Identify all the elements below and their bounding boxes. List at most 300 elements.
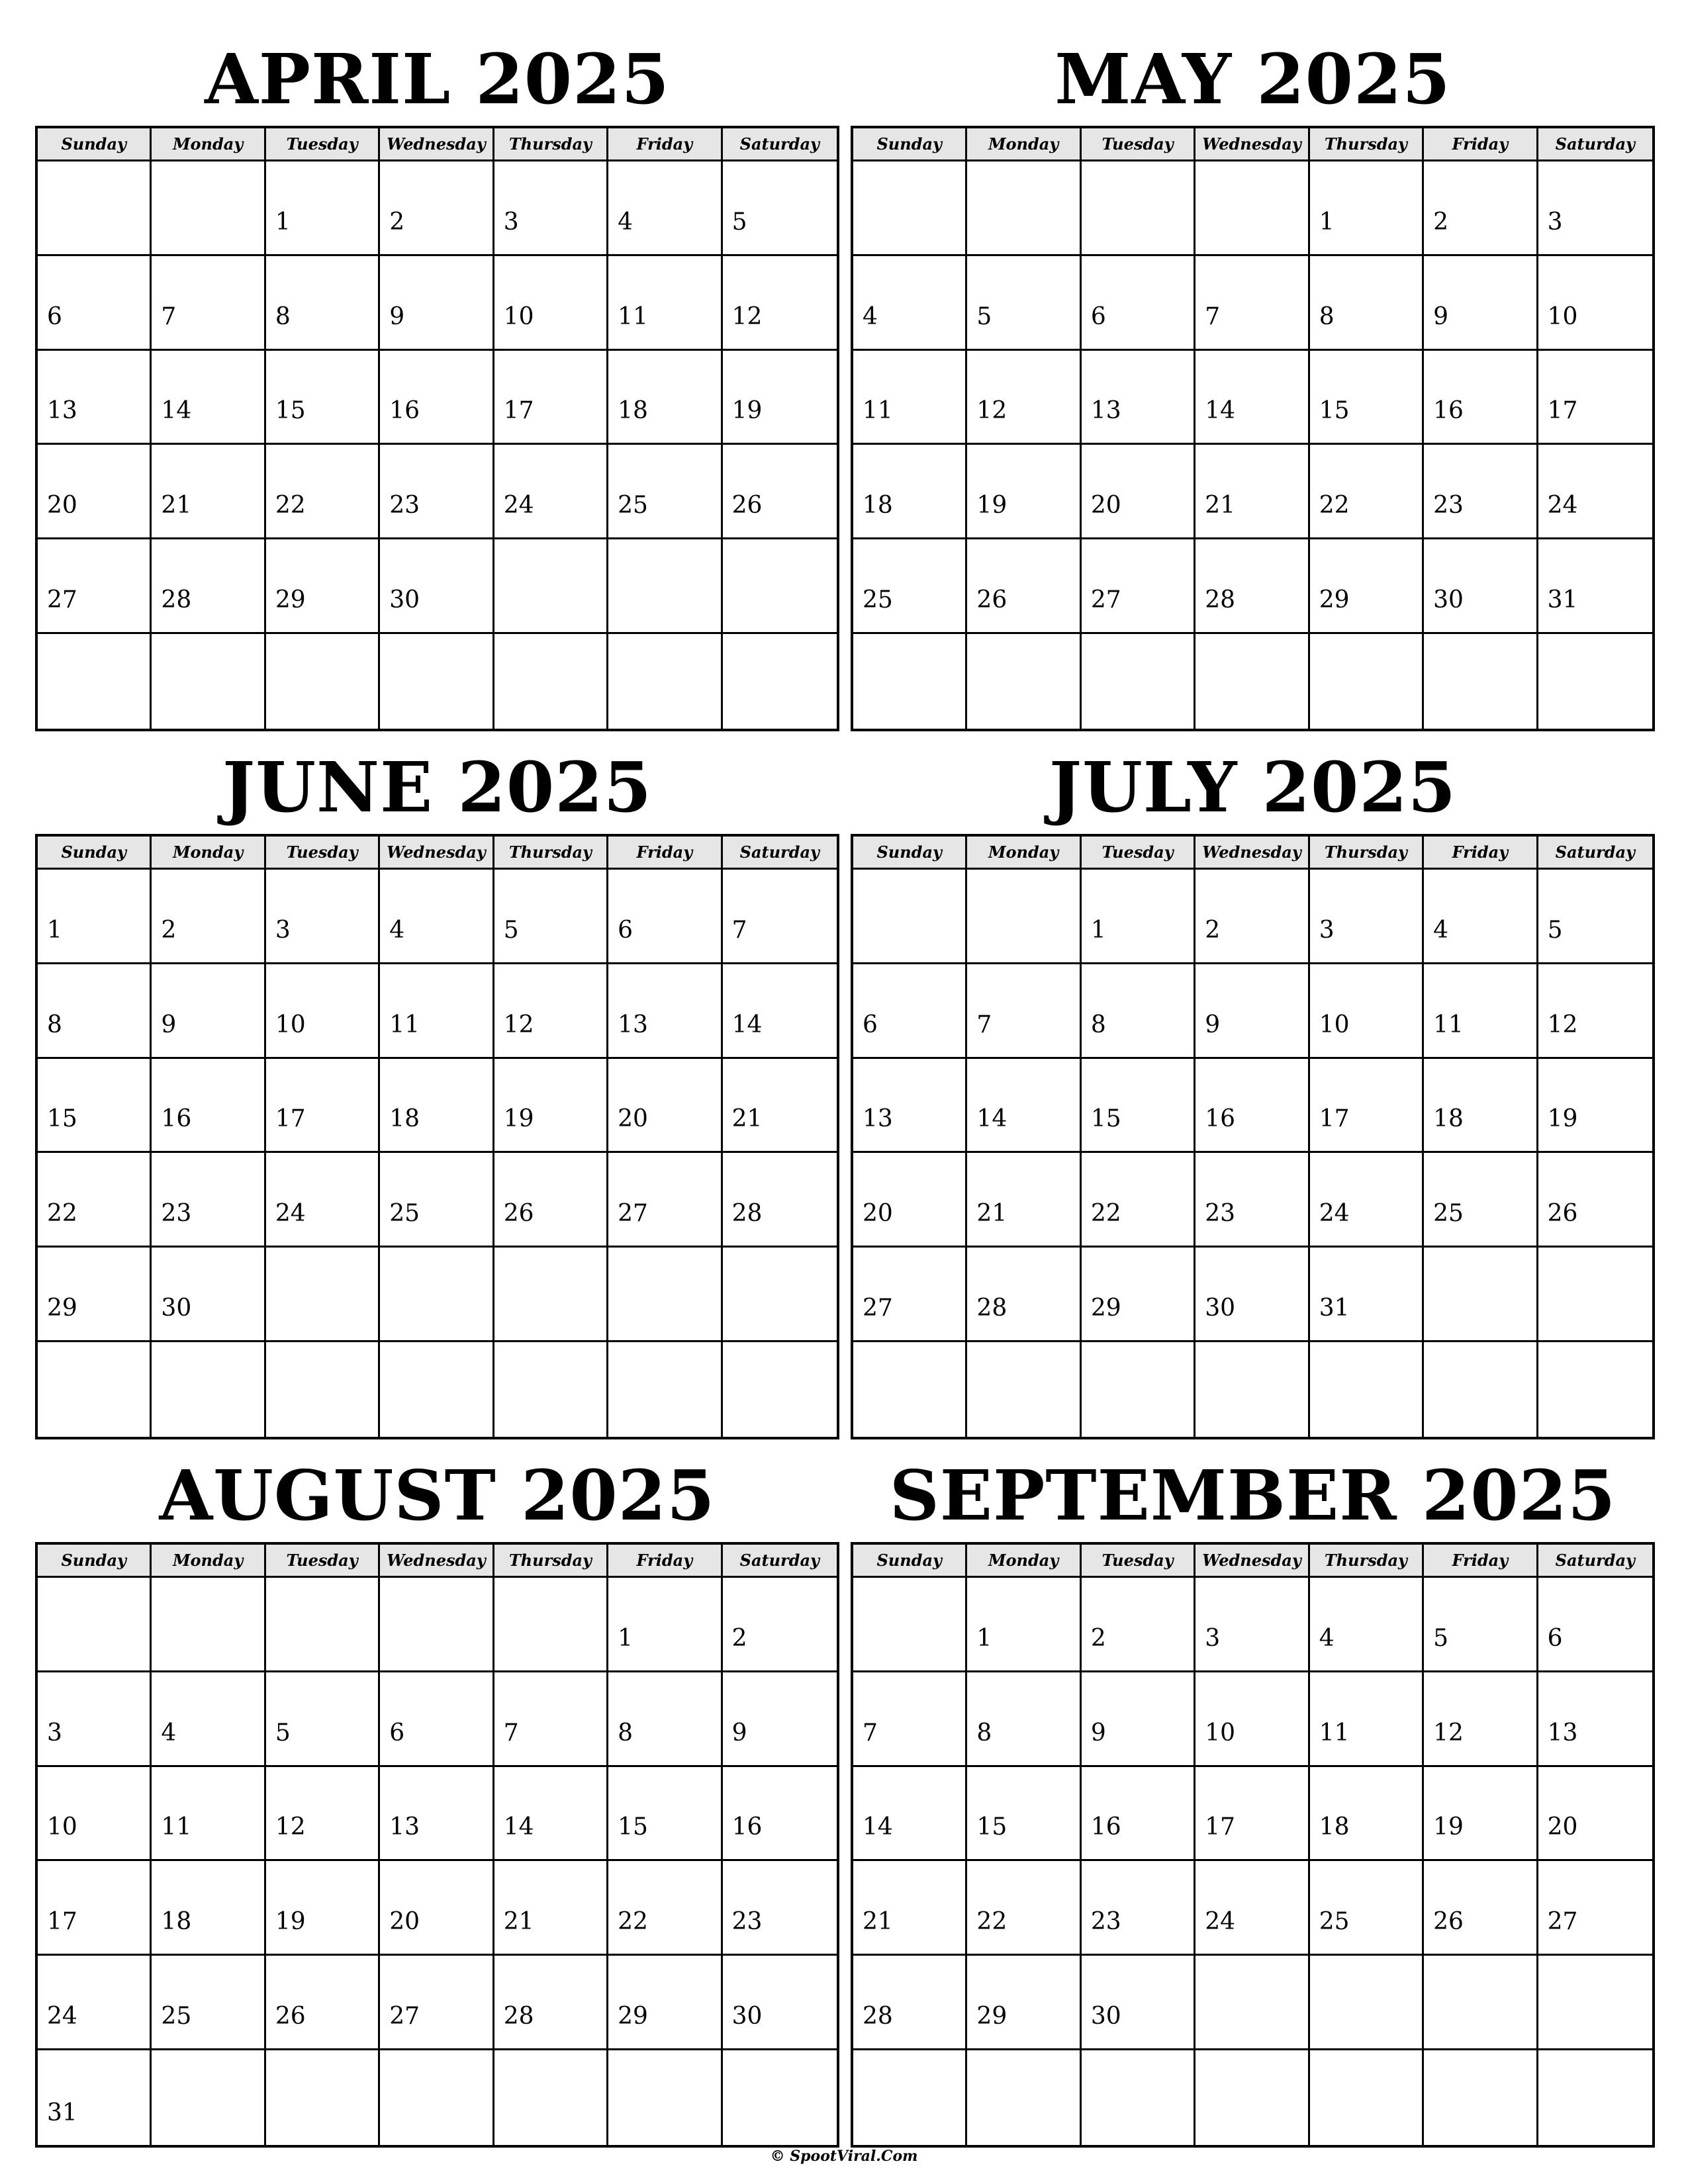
day-cell (1196, 1248, 1309, 1342)
day-cell (723, 964, 837, 1059)
weekday-header: Saturday (1538, 128, 1652, 161)
day-cell (152, 1248, 265, 1342)
day-cell (853, 1767, 967, 1862)
day-cell (1424, 445, 1538, 539)
day-number: 16 (161, 1105, 192, 1133)
weekday-header: Monday (152, 128, 265, 161)
day-number: 10 (275, 1011, 306, 1038)
month-calendar (35, 33, 839, 731)
day-number: 1 (275, 208, 291, 236)
day-cell (608, 964, 722, 1059)
day-cell (152, 1956, 265, 2050)
weekday-header: Friday (1424, 128, 1538, 161)
day-number: 11 (863, 397, 893, 425)
day-cell (1538, 1342, 1652, 1437)
day-cell (1196, 634, 1309, 729)
weekday-header: Saturday (1538, 1545, 1652, 1578)
day-cell (1424, 1153, 1538, 1248)
day-number: 16 (1090, 1813, 1121, 1841)
day-cell (967, 351, 1081, 445)
day-cell (967, 161, 1081, 256)
day-number: 3 (1205, 1624, 1221, 1652)
day-number: 1 (976, 1624, 992, 1652)
day-number: 17 (1205, 1813, 1236, 1841)
day-cell (608, 1248, 722, 1342)
day-number: 20 (389, 1908, 420, 1936)
day-number: 9 (1205, 1011, 1221, 1038)
day-cell (853, 256, 967, 351)
day-cell (1538, 2050, 1652, 2145)
day-number: 3 (1547, 208, 1563, 236)
day-cell (608, 1956, 722, 2050)
day-number: 26 (275, 2003, 306, 2030)
day-number: 5 (976, 302, 992, 330)
weekday-header: Sunday (853, 837, 967, 870)
day-cell (1538, 1153, 1652, 1248)
day-number: 30 (161, 1295, 192, 1322)
day-number: 14 (503, 1813, 534, 1841)
day-cell (1196, 256, 1309, 351)
day-number: 18 (389, 1105, 420, 1133)
day-cell (38, 1248, 152, 1342)
day-number: 17 (1547, 397, 1578, 425)
day-cell (1082, 1956, 1196, 2050)
day-cell (494, 1342, 608, 1437)
weekday-header: Wednesday (380, 837, 494, 870)
day-number: 3 (47, 1719, 62, 1747)
day-cell (967, 2050, 1081, 2145)
day-cell (380, 256, 494, 351)
day-number: 15 (976, 1813, 1008, 1841)
day-cell (853, 1342, 967, 1437)
day-cell (967, 1153, 1081, 1248)
day-cell (853, 1153, 967, 1248)
weekday-header: Thursday (1310, 128, 1424, 161)
day-number: 3 (503, 208, 519, 236)
day-cell (152, 964, 265, 1059)
day-number: 25 (1319, 1908, 1350, 1936)
day-number: 20 (863, 1200, 893, 1228)
day-cell (494, 445, 608, 539)
day-number: 22 (976, 1908, 1008, 1936)
day-number: 20 (1547, 1813, 1578, 1841)
day-cell (1424, 1956, 1538, 2050)
day-cell (1310, 2050, 1424, 2145)
day-number: 6 (389, 1719, 405, 1747)
day-cell (853, 351, 967, 445)
day-cell (1310, 539, 1424, 634)
day-cell (853, 870, 967, 964)
weekday-header: Sunday (38, 128, 152, 161)
day-number: 26 (503, 1200, 534, 1228)
day-number: 30 (1433, 586, 1464, 614)
day-cell (723, 1059, 837, 1154)
day-number: 29 (1090, 1295, 1121, 1322)
day-cell (853, 539, 967, 634)
day-cell (152, 1059, 265, 1154)
day-number: 21 (1205, 492, 1236, 520)
day-cell (38, 445, 152, 539)
day-cell (152, 161, 265, 256)
day-number: 23 (389, 492, 420, 520)
weekday-header: Thursday (1310, 1545, 1424, 1578)
month-title: AUGUST 2025 (159, 1455, 716, 1536)
day-number: 9 (1090, 1719, 1106, 1747)
day-number: 9 (1433, 302, 1449, 330)
day-number: 10 (1205, 1719, 1236, 1747)
day-cell (1538, 1248, 1652, 1342)
day-cell (1538, 539, 1652, 634)
weekday-header: Saturday (723, 1545, 837, 1578)
day-cell (38, 256, 152, 351)
day-number: 14 (863, 1813, 893, 1841)
day-cell (967, 964, 1081, 1059)
day-number: 23 (1433, 492, 1464, 520)
day-cell (1538, 634, 1652, 729)
day-number: 17 (47, 1908, 77, 1936)
day-cell (1082, 964, 1196, 1059)
day-cell (266, 1059, 380, 1154)
day-number: 8 (1090, 1011, 1106, 1038)
day-cell (494, 1861, 608, 1956)
day-cell (266, 1956, 380, 2050)
day-cell (152, 1861, 265, 1956)
day-cell (494, 1248, 608, 1342)
weekday-header: Thursday (494, 128, 608, 161)
day-number: 21 (503, 1908, 534, 1936)
day-number: 4 (1433, 916, 1449, 944)
day-cell (266, 445, 380, 539)
day-cell (1196, 161, 1309, 256)
day-number: 21 (863, 1908, 893, 1936)
day-cell (38, 1342, 152, 1437)
day-cell (967, 1342, 1081, 1437)
weekday-header: Sunday (853, 128, 967, 161)
weekday-header: Friday (608, 1545, 722, 1578)
day-number: 6 (618, 916, 633, 944)
day-cell (608, 351, 722, 445)
day-number: 4 (618, 208, 633, 236)
day-cell (494, 161, 608, 256)
day-cell (608, 870, 722, 964)
month-title: JULY 2025 (1049, 747, 1457, 828)
day-cell (1538, 964, 1652, 1059)
day-number: 15 (275, 397, 306, 425)
day-number: 27 (618, 1200, 648, 1228)
day-cell (1082, 2050, 1196, 2145)
weekday-header: Saturday (723, 128, 837, 161)
month-grid (35, 834, 839, 1439)
day-cell (494, 539, 608, 634)
day-cell (723, 2050, 837, 2145)
day-cell (1196, 1767, 1309, 1862)
day-number: 22 (618, 1908, 648, 1936)
day-number: 15 (1319, 397, 1350, 425)
day-cell (266, 1342, 380, 1437)
day-number: 28 (503, 2003, 534, 2030)
day-cell (723, 1672, 837, 1767)
day-number: 12 (1547, 1011, 1578, 1038)
day-cell (967, 1767, 1081, 1862)
day-number: 26 (731, 492, 763, 520)
day-number: 8 (976, 1719, 992, 1747)
day-number: 12 (976, 397, 1008, 425)
weekday-header: Wednesday (1196, 1545, 1309, 1578)
day-cell (380, 2050, 494, 2145)
day-cell (608, 445, 722, 539)
day-cell (608, 1342, 722, 1437)
day-number: 31 (1319, 1295, 1350, 1322)
day-cell (967, 1672, 1081, 1767)
day-number: 13 (1547, 1719, 1578, 1747)
weekday-header: Wednesday (380, 1545, 494, 1578)
day-number: 4 (389, 916, 405, 944)
day-number: 17 (275, 1105, 306, 1133)
day-number: 15 (1090, 1105, 1121, 1133)
day-cell (38, 161, 152, 256)
day-number: 20 (1090, 492, 1121, 520)
day-cell (1310, 161, 1424, 256)
day-cell (1310, 1059, 1424, 1154)
day-number: 14 (161, 397, 192, 425)
day-cell (1196, 1861, 1309, 1956)
day-cell (1196, 870, 1309, 964)
month-grid (35, 126, 839, 731)
day-number: 19 (976, 492, 1008, 520)
day-number: 23 (1090, 1908, 1121, 1936)
day-cell (723, 870, 837, 964)
day-number: 3 (1319, 916, 1335, 944)
day-cell (1310, 256, 1424, 351)
day-cell (1196, 1956, 1309, 2050)
day-number: 24 (1319, 1200, 1350, 1228)
day-cell (38, 964, 152, 1059)
day-cell (1538, 1861, 1652, 1956)
day-number: 8 (275, 302, 291, 330)
day-cell (1538, 1059, 1652, 1154)
day-number: 10 (503, 302, 534, 330)
day-cell (380, 1248, 494, 1342)
day-cell (266, 1248, 380, 1342)
day-cell (494, 256, 608, 351)
day-number: 18 (1433, 1105, 1464, 1133)
day-cell (38, 1578, 152, 1672)
day-cell (967, 870, 1081, 964)
day-cell (1538, 351, 1652, 445)
day-cell (967, 1248, 1081, 1342)
month-grid (35, 1542, 839, 2148)
day-number: 17 (1319, 1105, 1350, 1133)
day-number: 2 (389, 208, 405, 236)
day-number: 6 (1547, 1624, 1563, 1652)
day-number: 12 (275, 1813, 306, 1841)
day-cell (1196, 1342, 1309, 1437)
day-cell (1082, 161, 1196, 256)
day-cell (1310, 1956, 1424, 2050)
day-cell (853, 1578, 967, 1672)
day-cell (152, 445, 265, 539)
day-number: 27 (389, 2003, 420, 2030)
day-cell (1196, 539, 1309, 634)
day-number: 12 (1433, 1719, 1464, 1747)
day-number: 5 (1547, 916, 1563, 944)
weekday-header: Wednesday (380, 128, 494, 161)
weekday-header: Friday (608, 837, 722, 870)
day-number: 3 (275, 916, 291, 944)
day-cell (38, 1672, 152, 1767)
day-number: 7 (503, 1719, 519, 1747)
day-number: 27 (1547, 1908, 1578, 1936)
day-number: 27 (863, 1295, 893, 1322)
day-number: 8 (618, 1719, 633, 1747)
day-cell (1424, 1767, 1538, 1862)
day-cell (1538, 1672, 1652, 1767)
day-cell (38, 1861, 152, 1956)
day-cell (494, 1672, 608, 1767)
month-title: JUNE 2025 (222, 747, 652, 828)
day-number: 2 (1433, 208, 1449, 236)
day-number: 16 (389, 397, 420, 425)
day-cell (1196, 964, 1309, 1059)
day-number: 20 (47, 492, 77, 520)
day-cell (608, 1767, 722, 1862)
month-grid (851, 834, 1655, 1439)
month-grid (851, 1542, 1655, 2148)
day-number: 7 (161, 302, 177, 330)
day-number: 14 (1205, 397, 1236, 425)
day-number: 4 (161, 1719, 177, 1747)
day-cell (723, 539, 837, 634)
day-cell (1538, 161, 1652, 256)
weekday-header: Sunday (38, 1545, 152, 1578)
day-number: 26 (1433, 1908, 1464, 1936)
day-cell (608, 539, 722, 634)
day-number: 2 (161, 916, 177, 944)
day-number: 24 (47, 2003, 77, 2030)
day-cell (723, 1578, 837, 1672)
month-title: APRIL 2025 (205, 38, 670, 120)
day-cell (266, 634, 380, 729)
day-cell (1424, 2050, 1538, 2145)
day-cell (494, 351, 608, 445)
weekday-header: Friday (608, 128, 722, 161)
day-number: 9 (161, 1011, 177, 1038)
day-cell (1082, 1342, 1196, 1437)
day-cell (608, 256, 722, 351)
day-number: 27 (1090, 586, 1121, 614)
day-cell (1538, 445, 1652, 539)
day-number: 30 (1090, 2003, 1121, 2030)
day-cell (1424, 1672, 1538, 1767)
day-cell (380, 539, 494, 634)
day-number: 29 (1319, 586, 1350, 614)
day-number: 14 (731, 1011, 763, 1038)
day-number: 30 (389, 586, 420, 614)
day-number: 18 (161, 1908, 192, 1936)
day-number: 6 (47, 302, 62, 330)
day-number: 30 (1205, 1295, 1236, 1322)
day-cell (266, 351, 380, 445)
day-cell (967, 1956, 1081, 2050)
day-number: 18 (863, 492, 893, 520)
weekday-header: Tuesday (266, 128, 380, 161)
day-number: 12 (731, 302, 763, 330)
day-cell (266, 161, 380, 256)
day-number: 22 (275, 492, 306, 520)
day-number: 22 (47, 1200, 77, 1228)
day-cell (1196, 1059, 1309, 1154)
day-cell (1424, 351, 1538, 445)
day-cell (723, 445, 837, 539)
month-grid (851, 126, 1655, 731)
day-cell (38, 634, 152, 729)
day-cell (152, 351, 265, 445)
day-cell (853, 2050, 967, 2145)
day-cell (380, 161, 494, 256)
day-cell (853, 1861, 967, 1956)
day-cell (723, 1767, 837, 1862)
day-number: 11 (1319, 1719, 1350, 1747)
day-number: 4 (1319, 1624, 1335, 1652)
day-cell (1310, 870, 1424, 964)
weekday-header: Thursday (494, 1545, 608, 1578)
day-cell (1424, 870, 1538, 964)
weekday-header: Friday (1424, 837, 1538, 870)
day-cell (608, 1059, 722, 1154)
day-cell (723, 351, 837, 445)
day-cell (1310, 1578, 1424, 1672)
day-number: 2 (1090, 1624, 1106, 1652)
weekday-header: Monday (967, 1545, 1081, 1578)
day-cell (1424, 1342, 1538, 1437)
day-cell (266, 870, 380, 964)
day-cell (494, 1956, 608, 2050)
day-cell (38, 1956, 152, 2050)
day-cell (1082, 1578, 1196, 1672)
day-cell (723, 1153, 837, 1248)
day-number: 10 (47, 1813, 77, 1841)
day-cell (494, 1578, 608, 1672)
day-number: 7 (1205, 302, 1221, 330)
weekday-header: Sunday (853, 1545, 967, 1578)
day-number: 5 (275, 1719, 291, 1747)
day-cell (152, 1767, 265, 1862)
day-cell (266, 964, 380, 1059)
day-number: 19 (1547, 1105, 1578, 1133)
day-number: 11 (161, 1813, 192, 1841)
day-number: 16 (1205, 1105, 1236, 1133)
day-cell (1310, 445, 1424, 539)
day-number: 16 (731, 1813, 763, 1841)
day-cell (38, 1059, 152, 1154)
day-cell (1424, 161, 1538, 256)
day-number: 21 (976, 1200, 1008, 1228)
day-cell (38, 1153, 152, 1248)
day-number: 20 (618, 1105, 648, 1133)
day-number: 23 (161, 1200, 192, 1228)
day-cell (266, 256, 380, 351)
day-cell (266, 1578, 380, 1672)
day-cell (380, 351, 494, 445)
day-cell (1310, 351, 1424, 445)
day-cell (853, 634, 967, 729)
day-cell (494, 870, 608, 964)
day-number: 1 (47, 916, 62, 944)
day-cell (608, 1578, 722, 1672)
day-cell (266, 1672, 380, 1767)
day-cell (1196, 445, 1309, 539)
day-cell (1310, 1672, 1424, 1767)
